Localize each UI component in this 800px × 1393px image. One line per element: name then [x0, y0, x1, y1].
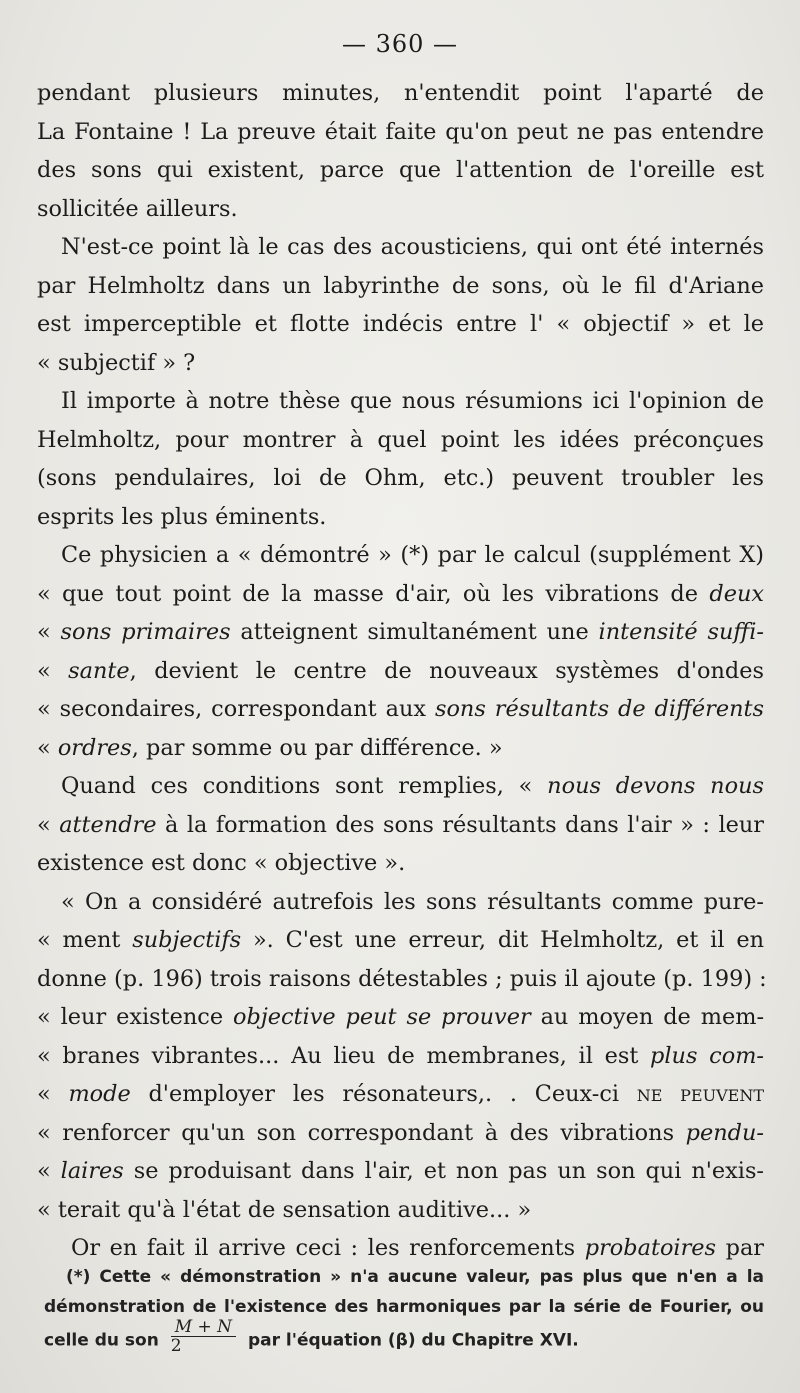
footnote-line: celle du son $\frac{M + N}{2}$ par l'équation (β) du Chapitre XVI.	[44, 1317, 579, 1356]
text-line: « mode d'employer les résonateurs,. . Ceux-ci ne peuvent	[37, 1081, 764, 1107]
body-text	[37, 74, 767, 1268]
text-line: (sons pendulaires, loi de Ohm, etc.) peuvent troubler les	[37, 465, 764, 491]
text-line: « attendre à la formation des sons résultants dans l'air » : leur	[37, 811, 764, 838]
text-line: Il importe à notre thèse que nous résumions ici l'opinion de	[61, 388, 764, 414]
text-line: Ce physicien a « démontré » (*) par le calcul (supplément X)	[61, 542, 764, 568]
text-line: Quand ces conditions sont remplies, « nous devons nous	[61, 773, 764, 799]
text-line: « laires se produisant dans l'air, et non pas un son qui n'exis-	[37, 1158, 764, 1184]
footnote	[44, 1262, 764, 1359]
text-line: « ment subjectifs ». C'est une erreur, dit Helmholtz, et il en	[37, 927, 764, 953]
text-line: sollicitée ailleurs.	[37, 195, 238, 222]
footnote-line: démonstration de l'existence des harmoniques par la série de Fourier, ou	[44, 1297, 764, 1317]
text-line: existence est donc « objective ».	[37, 850, 406, 876]
text-line: Helmholtz, pour montrer à quel point les idées préconçues	[37, 426, 764, 453]
text-line: « branes vibrantes... Au lieu de membranes, il est plus com-	[37, 1042, 764, 1069]
text-line: La Fontaine ! La preuve était faite qu'on peut ne pas entendre	[37, 118, 764, 145]
text-line: « renforcer qu'un son correspondant à des vibrations pendu-	[37, 1119, 764, 1146]
text-line: « terait qu'à l'état de sensation auditive... »	[37, 1196, 532, 1223]
page-number: — 360 —	[341, 30, 459, 58]
text-line: « ordres, par somme ou par différence. »	[37, 734, 503, 761]
text-line: esprits les plus éminents.	[37, 503, 327, 530]
fraction: $\frac{M + N}{2}$	[171, 1318, 236, 1355]
text-line: « subjectif » ?	[37, 349, 196, 376]
text-line: des sons qui existent, parce que l'attention de l'oreille est	[37, 157, 764, 183]
text-line: « leur existence objective peut se prouver au moyen de mem-	[37, 1004, 765, 1030]
text-line: pendant plusieurs minutes, n'entendit point l'aparté de	[37, 80, 764, 106]
text-line: « sons primaires atteignent simultanément une intensité suffi-	[37, 619, 764, 645]
text-line: « On a considéré autrefois les sons résultants comme pure-	[61, 888, 764, 915]
text-line: par Helmholtz dans un labyrinthe de sons, où le fil d'Ariane	[37, 272, 764, 299]
text-line: donne (p. 196) trois raisons détestables ; puis il ajoute (p. 199) :	[37, 965, 767, 992]
text-line: « que tout point de la masse d'air, où les vibrations de deux	[37, 580, 764, 607]
footnote-line: (*) Cette « démonstration » n'a aucune valeur, pas plus que n'en a la	[66, 1267, 764, 1287]
text-line: est imperceptible et flotte indécis entre l' « objectif » et le	[37, 311, 764, 337]
text-line: Or en fait il arrive ceci : les renforcements probatoires par	[71, 1235, 764, 1261]
text-line: « secondaires, correspondant aux sons résultants de différents	[37, 696, 764, 722]
text-line: « sante, devient le centre de nouveaux systèmes d'ondes	[37, 657, 764, 684]
text-line: N'est-ce point là le cas des acousticiens, qui ont été internés	[61, 234, 764, 260]
